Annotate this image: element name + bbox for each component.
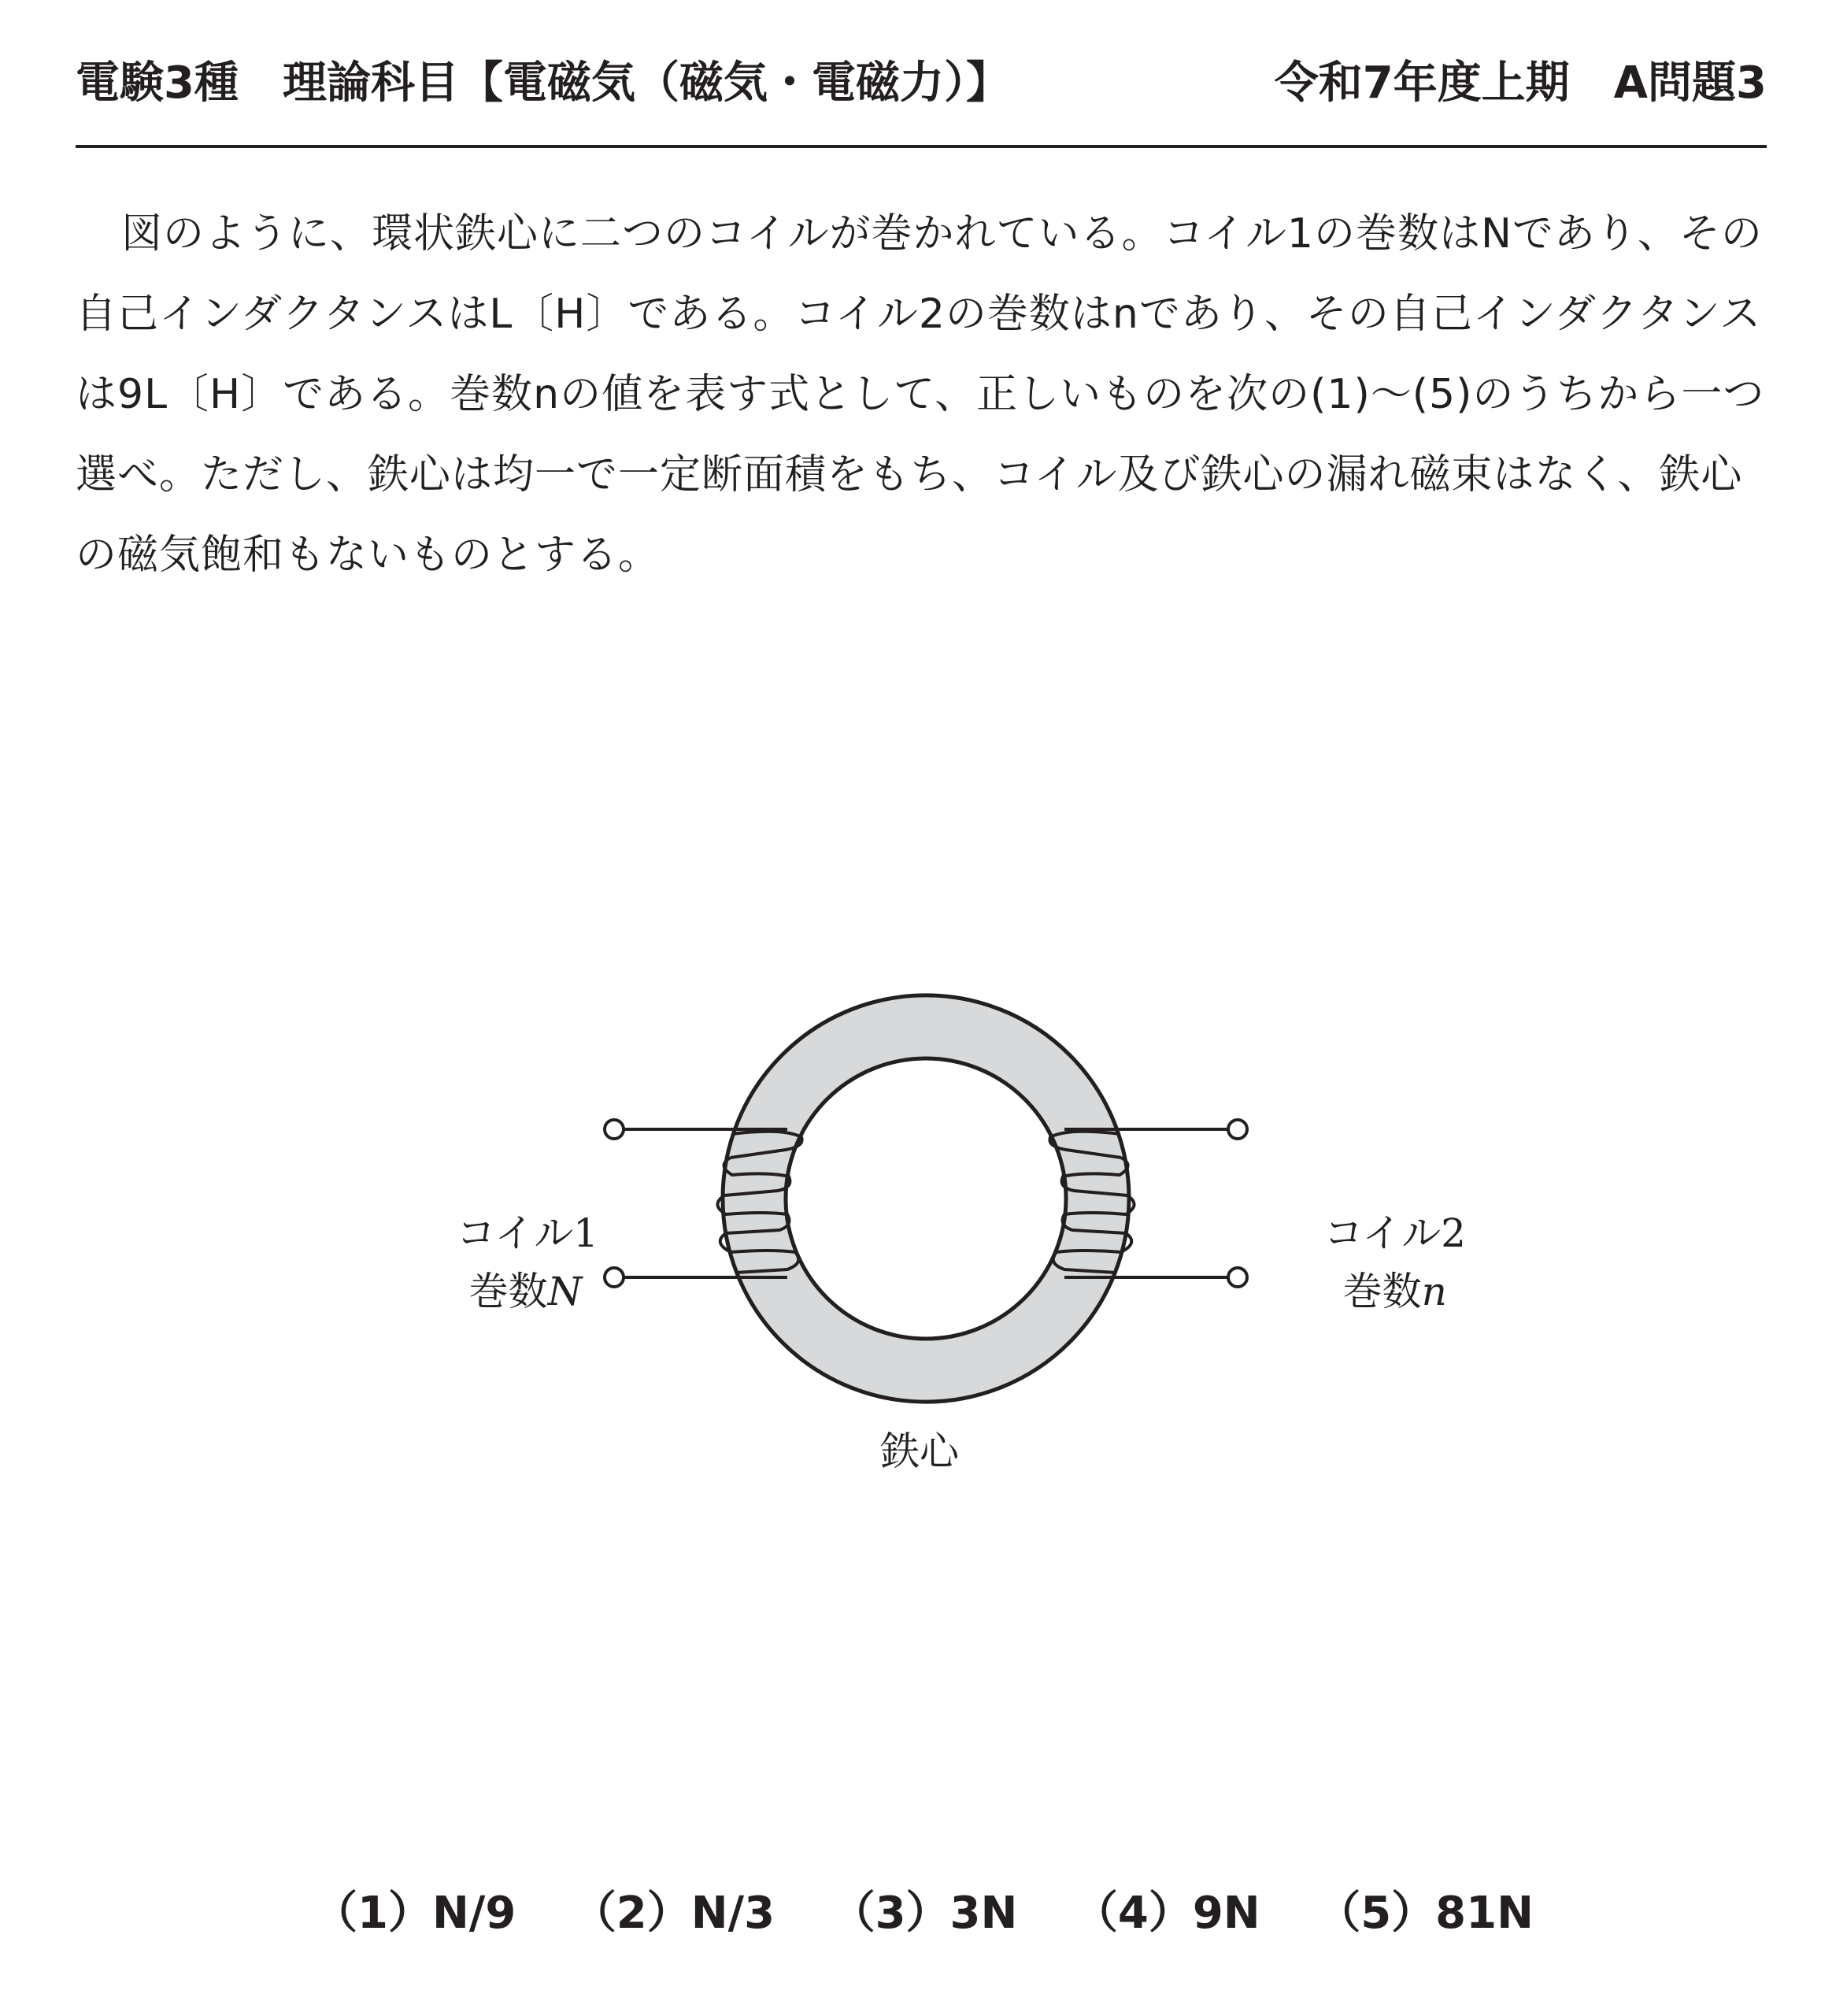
coil1-terminal-top: [605, 1120, 624, 1139]
subject-title: 電験3種 理論科目【電磁気（磁気・電磁力）】: [76, 57, 1010, 109]
iron-core-ring: [723, 995, 1129, 1402]
answer-choices: [0, 1882, 1847, 1945]
choice-5[interactable]: （5）81N: [1316, 1888, 1534, 1939]
page-header: [76, 52, 1767, 115]
coil2-name-label: コイル2: [1323, 1210, 1466, 1256]
figure-drawing: [0, 976, 1847, 1496]
choice-4[interactable]: （4）9N: [1073, 1888, 1260, 1939]
toroidal-core-figure: [0, 976, 1847, 1496]
choice-1[interactable]: （1）N/9: [313, 1888, 516, 1939]
coil2-terminal-top: [1228, 1120, 1247, 1139]
choice-2[interactable]: （2）N/3: [572, 1888, 775, 1939]
question-text: 図のように、環状鉄心に二つのコイルが巻かれている。コイル1の巻数はNであり、その自己インダクタンスはL〔H〕である。コイル2の巻数はnであり、その自己インダクタンスは9L〔H〕である。巻数nの値を表す式として、正しいものを次の(1)〜(5)のうちから一つ選べ。ただし、鉄心は均一で一定断面積をもち、コイル及び鉄心の漏れ磁束はなく、鉄心の磁気飽和もないものとする。: [76, 210, 1765, 579]
header-divider: [76, 145, 1767, 148]
coil1-turns-label: 巻数N: [468, 1269, 583, 1314]
coil2-terminal-bottom: [1228, 1268, 1247, 1287]
choice-3[interactable]: （3）3N: [831, 1888, 1018, 1939]
exam-question-number: 令和7年度上期 A問題3: [1274, 57, 1767, 109]
coil1-name-label: コイル1: [456, 1210, 598, 1256]
core-label: 鉄心: [880, 1429, 959, 1474]
coil2-turns-label: 巻数n: [1342, 1269, 1447, 1314]
coil1-terminal-bottom: [605, 1268, 624, 1287]
